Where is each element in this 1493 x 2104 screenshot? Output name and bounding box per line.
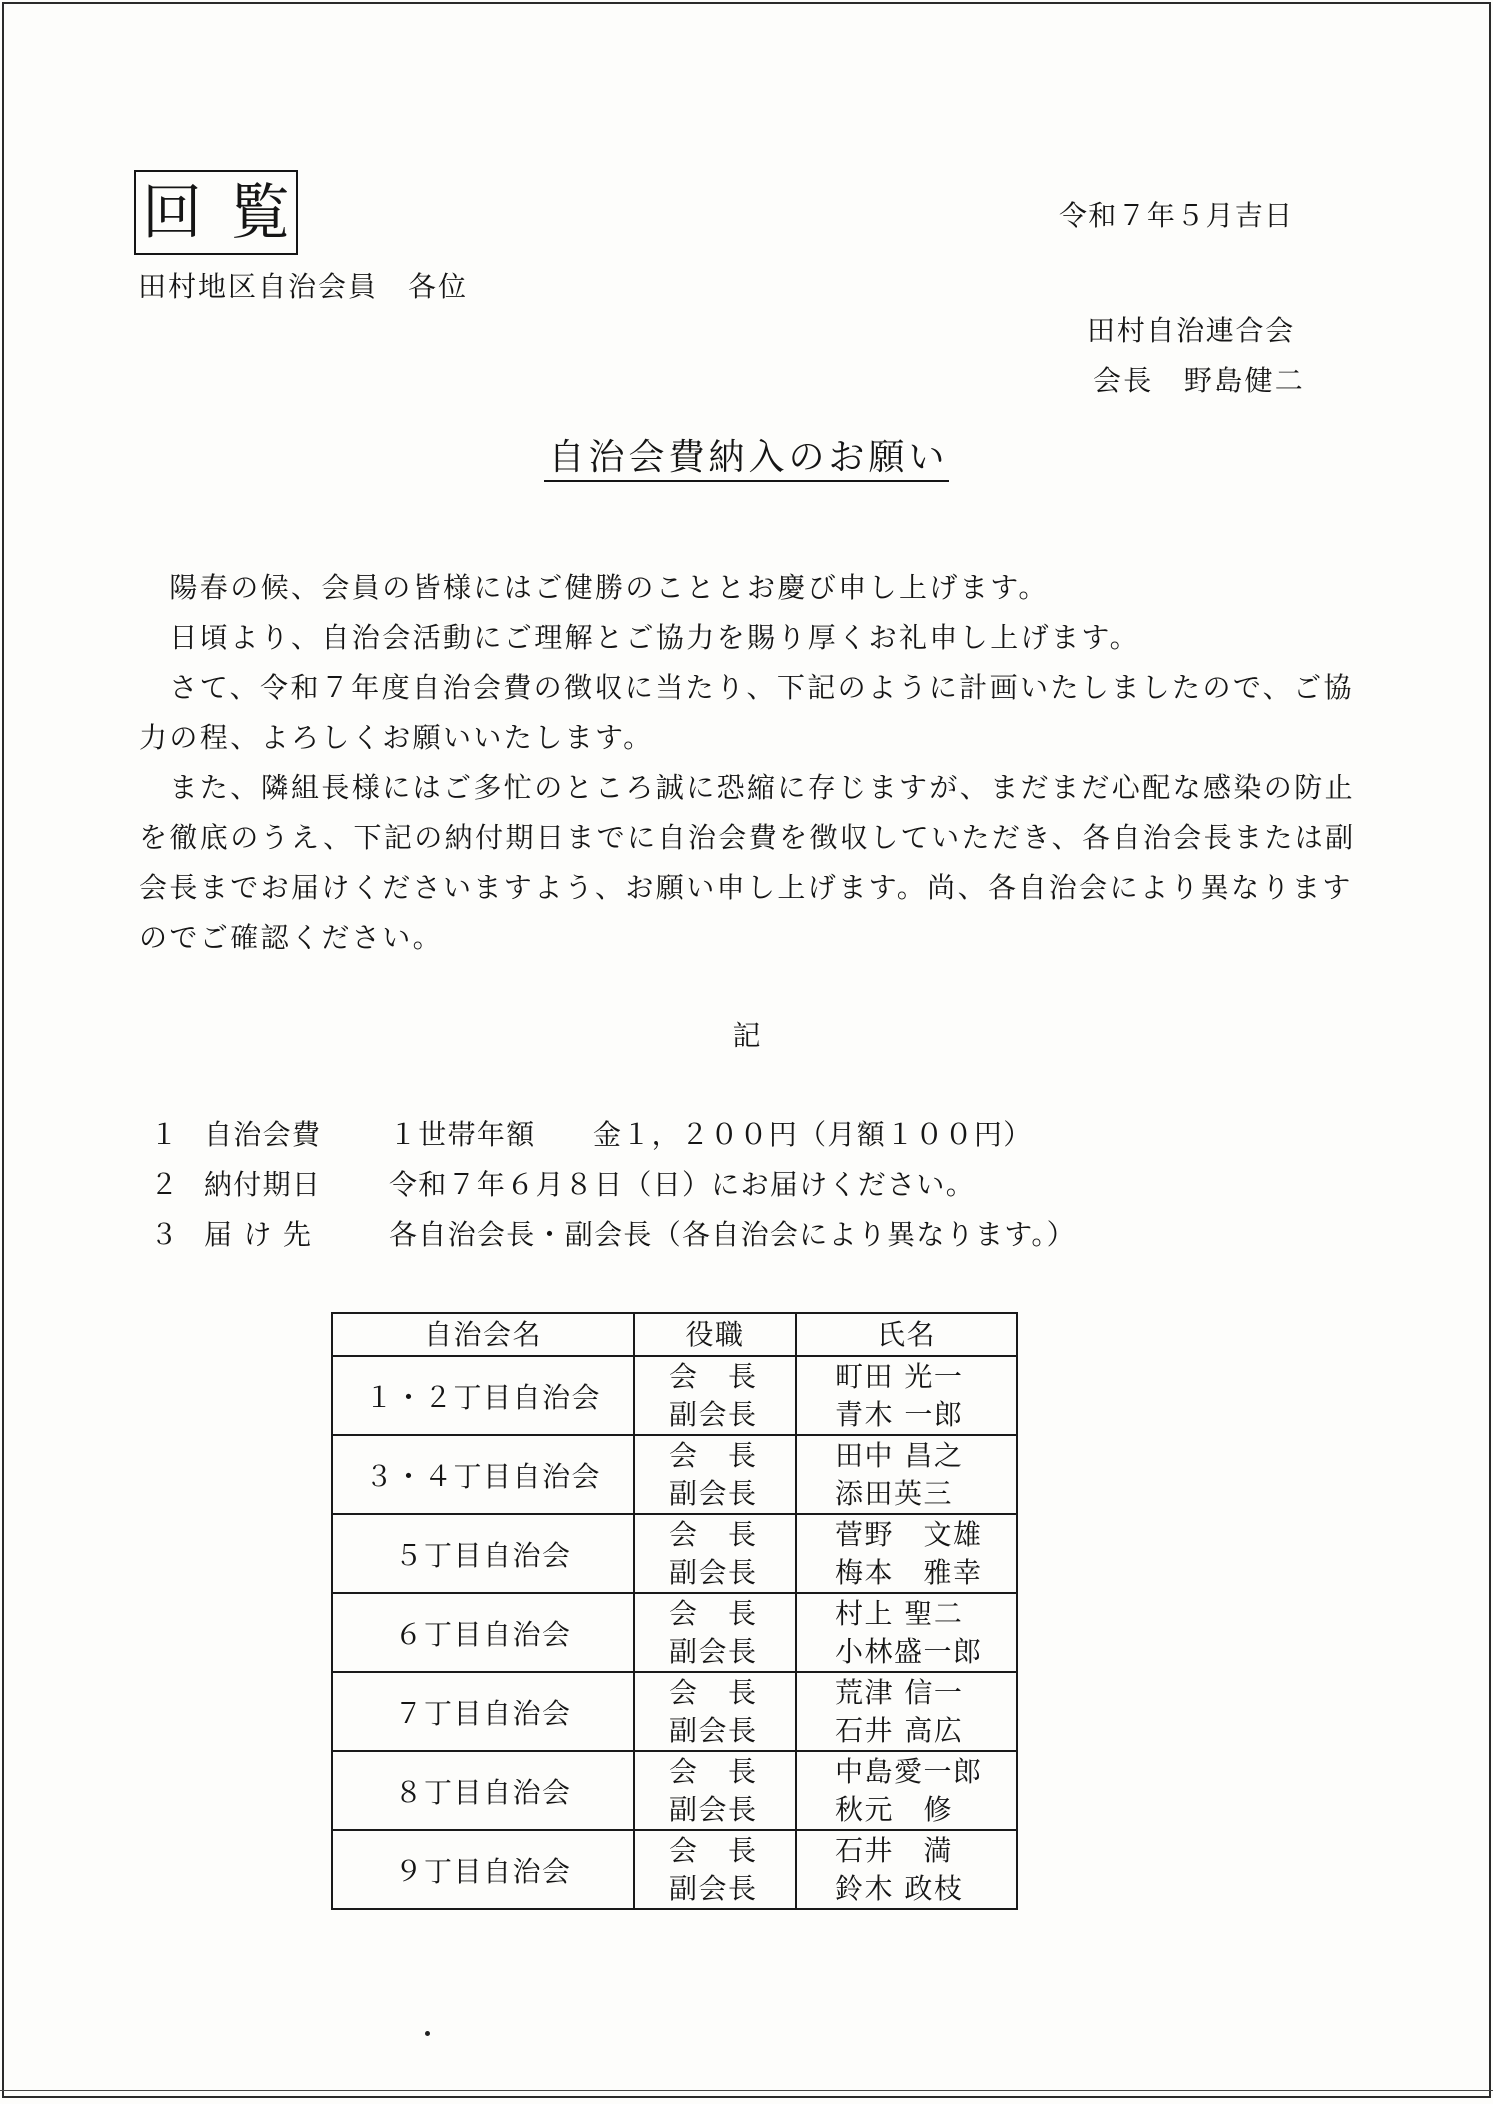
role-cell (634, 1514, 796, 1593)
header-person-name: 氏名 (796, 1313, 1017, 1356)
item-detail-label: １世帯年額 (389, 1118, 536, 1151)
vice-chair-name: 秋元 修 (835, 1792, 954, 1826)
role-chair: 会 長 (669, 1675, 758, 1709)
role-cell (634, 1593, 796, 1672)
name-cell (796, 1435, 1017, 1514)
association-name: ６丁目自治会 (332, 1593, 634, 1672)
circulation-stamp (134, 170, 318, 255)
association-name: ３・４丁目自治会 (332, 1435, 634, 1514)
role-vice-chair: 副会長 (669, 1476, 758, 1510)
vice-chair-name: 鈴木 政枝 (835, 1871, 964, 1905)
item-detail: 各自治会長・副会長（各自治会により異なります。） (389, 1218, 1076, 1251)
table-row (332, 1514, 1017, 1593)
sender-organization: 田村自治連合会 (1087, 314, 1295, 347)
vice-chair-name: 石井 高広 (835, 1713, 964, 1747)
table-row (332, 1751, 1017, 1830)
role-vice-chair: 副会長 (669, 1555, 758, 1589)
circulation-stamp-label: 回覧 (142, 177, 318, 248)
body-line: 力の程、よろしくお願いいたします。 (139, 721, 654, 754)
role-vice-chair: 副会長 (669, 1397, 758, 1431)
body-line: 陽春の候、会員の皆様にはご健勝のこととお慶び申し上げます。 (139, 571, 1049, 604)
issue-date: 令和７年５月吉日 (1059, 199, 1294, 232)
body-line: 日頃より、自治会活動にご理解とご協力を賜り厚くお礼申し上げます。 (139, 621, 1140, 654)
table-row (332, 1356, 1017, 1435)
vice-chair-name: 梅本 雅幸 (835, 1555, 983, 1589)
role-cell (634, 1435, 796, 1514)
body-line: また、隣組長様にはご多忙のところ誠に恐縮に存じますが、まだまだ心配な感染の防止 (139, 771, 1356, 804)
vice-chair-name: 小林盛一郎 (835, 1634, 983, 1668)
table-row (332, 1435, 1017, 1514)
role-chair: 会 長 (669, 1517, 758, 1551)
name-cell (796, 1672, 1017, 1751)
role-vice-chair: 副会長 (669, 1792, 758, 1826)
association-name: ５丁目自治会 (332, 1514, 634, 1593)
chair-name: 町田 光一 (835, 1359, 964, 1393)
addressee: 田村地区自治会員 各位 (138, 270, 469, 303)
role-chair: 会 長 (669, 1754, 758, 1788)
item-payment-deadline (0, 1160, 1493, 1210)
header-role: 役職 (634, 1313, 796, 1356)
association-roster-table (331, 1312, 1018, 1910)
sender-name: 会長 野島健二 (1093, 364, 1306, 397)
item-label: 納付期日 (204, 1168, 322, 1201)
scan-speck (425, 2031, 430, 2036)
item-label: 自治会費 (204, 1118, 322, 1151)
role-chair: 会 長 (669, 1359, 758, 1393)
vice-chair-name: 青木 一郎 (835, 1397, 964, 1431)
chair-name: 村上 聖二 (835, 1596, 964, 1630)
body-line: を徹底のうえ、下記の納付期日までに自治会費を徴収していただき、各自治会長または副 (139, 821, 1356, 854)
name-cell (796, 1830, 1017, 1909)
name-cell (796, 1514, 1017, 1593)
role-vice-chair: 副会長 (669, 1634, 758, 1668)
role-vice-chair: 副会長 (669, 1871, 758, 1905)
title-container (0, 438, 1493, 482)
item-label: 届 け 先 (204, 1218, 313, 1251)
association-name: １・２丁目自治会 (332, 1356, 634, 1435)
item-number: ３ (150, 1218, 180, 1251)
association-name: ７丁目自治会 (332, 1672, 634, 1751)
table-header-row (332, 1313, 1017, 1356)
table-row (332, 1593, 1017, 1672)
role-vice-chair: 副会長 (669, 1713, 758, 1747)
item-detail: 金１，２００円（月額１００円） (593, 1118, 1033, 1151)
role-cell (634, 1672, 796, 1751)
body-line: 会長までお届けくださいますよう、お願い申し上げます。尚、各自治会により異なります (139, 871, 1353, 904)
name-cell (796, 1593, 1017, 1672)
ki-heading: 記 (732, 1019, 761, 1052)
table-row (332, 1830, 1017, 1909)
association-name: ８丁目自治会 (332, 1751, 634, 1830)
item-delivery-destination (0, 1210, 1493, 1260)
item-number: ２ (150, 1168, 180, 1201)
role-chair: 会 長 (669, 1833, 758, 1867)
table-row (332, 1672, 1017, 1751)
chair-name: 田中 昌之 (835, 1438, 964, 1472)
role-cell (634, 1356, 796, 1435)
chair-name: 中島愛一郎 (835, 1754, 983, 1788)
document-title: 自治会費納入のお願い (544, 438, 948, 482)
item-membership-fee (0, 1110, 1493, 1160)
role-chair: 会 長 (669, 1438, 758, 1472)
role-cell (634, 1830, 796, 1909)
association-name: ９丁目自治会 (332, 1830, 634, 1909)
body-line: さて、令和７年度自治会費の徴収に当たり、下記のように計画いたしましたので、ご協 (139, 671, 1354, 704)
name-cell (796, 1356, 1017, 1435)
role-chair: 会 長 (669, 1596, 758, 1630)
chair-name: 菅野 文雄 (835, 1517, 983, 1551)
role-cell (634, 1751, 796, 1830)
scan-border-bottom-line (0, 2090, 1493, 2091)
chair-name: 荒津 信一 (835, 1675, 964, 1709)
body-text (139, 563, 1439, 963)
header-association-name: 自治会名 (332, 1313, 634, 1356)
item-detail: 令和７年６月８日（日）にお届けください。 (389, 1168, 976, 1201)
body-line: のでご確認ください。 (139, 921, 444, 954)
chair-name: 石井 満 (835, 1833, 954, 1867)
name-cell (796, 1751, 1017, 1830)
item-number: １ (150, 1118, 180, 1151)
vice-chair-name: 添田英三 (835, 1476, 954, 1510)
